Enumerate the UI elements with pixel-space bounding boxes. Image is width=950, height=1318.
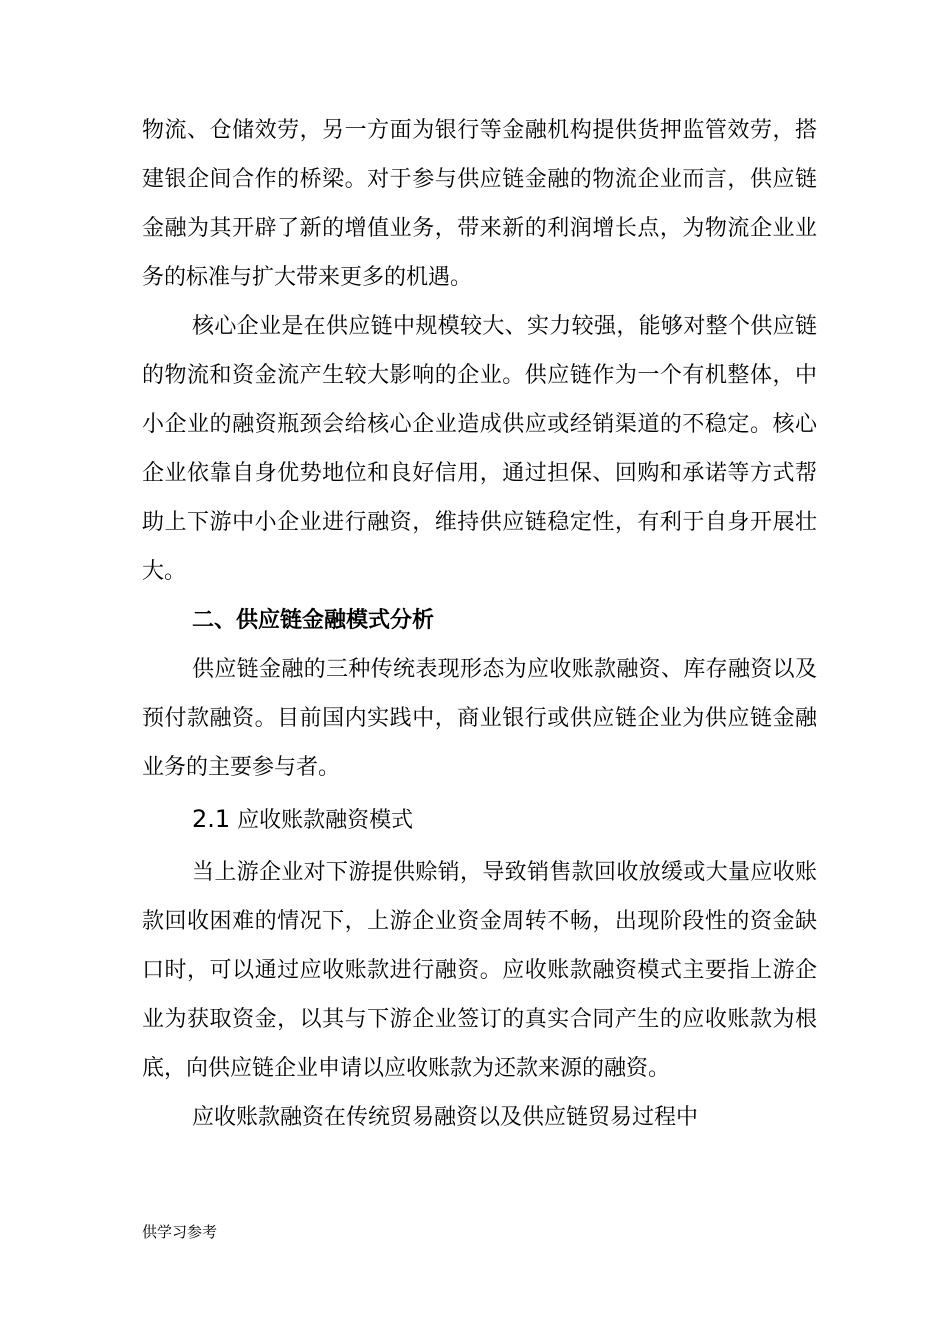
body-paragraph-core-enterprise: 核心企业是在供应链中规模较大、实力较强，能够对整个供应链的物流和资金流产生较大影响的企业。供应链作为一个有机整体，中小企业的融资瓶颈会给核心企业造成供应或经销渠道的不稳定。核心企业依靠自身优势地位和良好信用，通过担保、回购和承诺等方式帮助上下游中小企业进行融资，维持供应链稳定性，有利于自身开展壮大。 bbox=[142, 314, 817, 584]
footer-note: 供学习参考 bbox=[142, 1223, 218, 1241]
subsection-number: 2.1 bbox=[192, 805, 231, 833]
subsection-paragraph-trailing: 应收账款融资在传统贸易融资以及供应链贸易过程中 bbox=[192, 1105, 699, 1130]
section-intro-paragraph: 供应链金融的三种传统表现形态为应收账款融资、库存融资以及预付款融资。目前国内实践中，商业银行或供应链企业为供应链金融业务的主要参与者。 bbox=[142, 657, 817, 780]
section-heading: 二、供应链金融模式分析 bbox=[192, 608, 435, 633]
page-content bbox=[142, 106, 817, 1142]
subsection-heading bbox=[142, 792, 817, 848]
subsection-title: 应收账款融资模式 bbox=[237, 808, 414, 833]
body-paragraph-continued: 物流、仓储效劳，另一方面为银行等金融机构提供货押监管效劳，搭建银企间合作的桥梁。对于参与供应链金融的物流企业而言，供应链金融为其开辟了新的增值业务，带来新的利润增长点，为物流企业业务的标准与扩大带来更多的机遇。 bbox=[142, 118, 817, 290]
subsection-paragraph-receivables: 当上游企业对下游提供赊销，导致销售款回收放缓或大量应收账款回收困难的情况下，上游企业资金周转不畅，出现阶段性的资金缺口时，可以通过应收账款进行融资。应收账款融资模式主要指上游企业为获取资金，以其与下游企业签订的真实合同产生的应收账款为根底，向供应链企业申请以应收账款为还款来源的融资。 bbox=[142, 860, 817, 1081]
